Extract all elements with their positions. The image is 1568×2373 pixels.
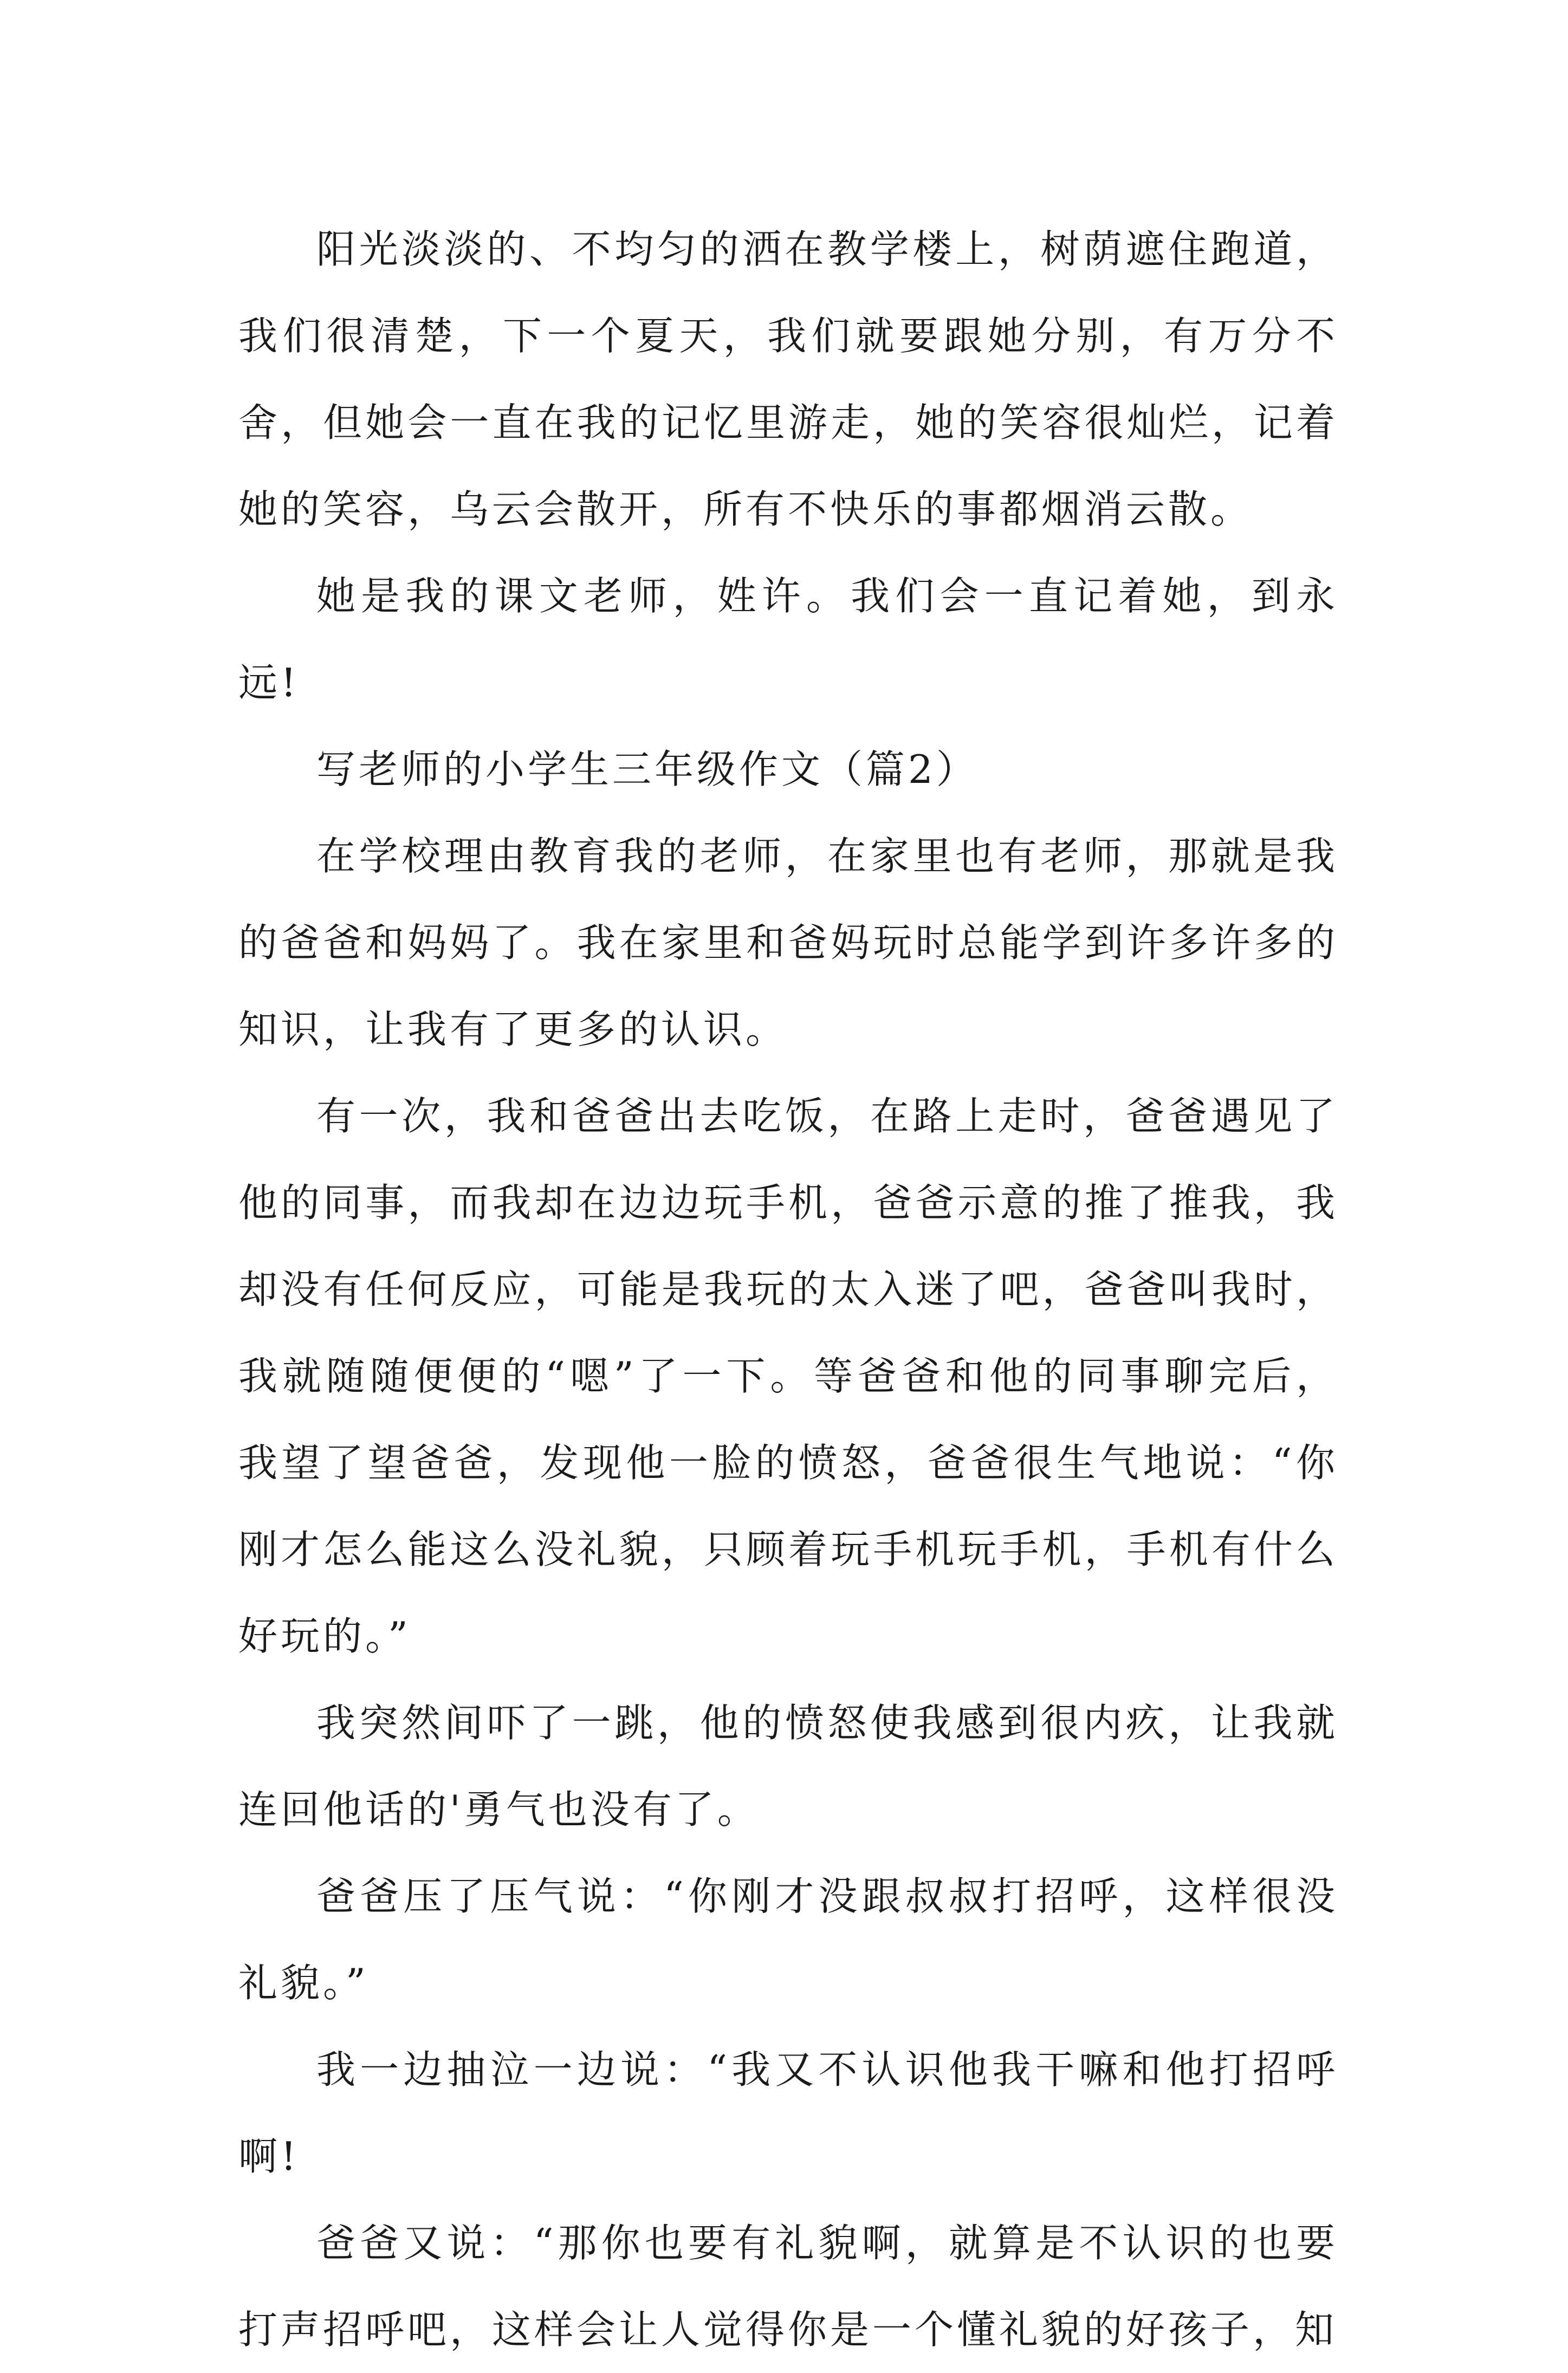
paragraph: 我突然间吓了一跳，他的愤怒使我感到很内疚，让我就连回他话的'勇气也没有了。 — [238, 1700, 1338, 1832]
paragraph: 我一边抽泣一边说：“我又不认识他我干嘛和他打招呼啊! — [238, 2047, 1338, 2179]
section-heading: 写老师的小学生三年级作文（篇2） — [316, 747, 979, 792]
paragraph: 有一次，我和爸爸出去吃饭，在路上走时，爸爸遇见了他的同事，而我却在边边玩手机，爸爸示意的推了推我，我却没有任何反应，可能是我玩的太入迷了吧，爸爸叫我时，我就随随便便的“嗯”了一下。等爸爸和他的同事聊完后，我望了望爸爸，发现他一脸的愤怒，爸爸很生气地说：“你刚才怎么能这么没礼貌，只顾着玩手机玩手机，手机有什么好玩的。” — [238, 1093, 1338, 1659]
body-text — [238, 206, 1338, 2373]
paragraph: 她是我的课文老师，姓许。我们会一直记着她，到永远! — [238, 573, 1338, 705]
paragraph: 爸爸压了压气说：“你刚才没跟叔叔打招呼，这样很没礼貌。” — [238, 1873, 1338, 2006]
paragraph: 阳光淡淡的、不均匀的洒在教学楼上，树荫遮住跑道，我们很清楚，下一个夏天，我们就要跟她分别，有万分不舍，但她会一直在我的记忆里游走，她的笑容很灿烂，记着她的笑容，乌云会散开，所有不快乐的事都烟消云散。 — [238, 226, 1338, 532]
paragraph: 在学校理由教育我的老师，在家里也有老师，那就是我的爸爸和妈妈了。我在家里和爸妈玩时总能学到许多许多的知识，让我有了更多的认识。 — [238, 833, 1338, 1052]
paragraph: 爸爸又说：“那你也要有礼貌啊，就算是不认识的也要打声招呼吧，这样会让人觉得你是一个懂礼貌的好孩子，知 — [238, 2220, 1338, 2352]
